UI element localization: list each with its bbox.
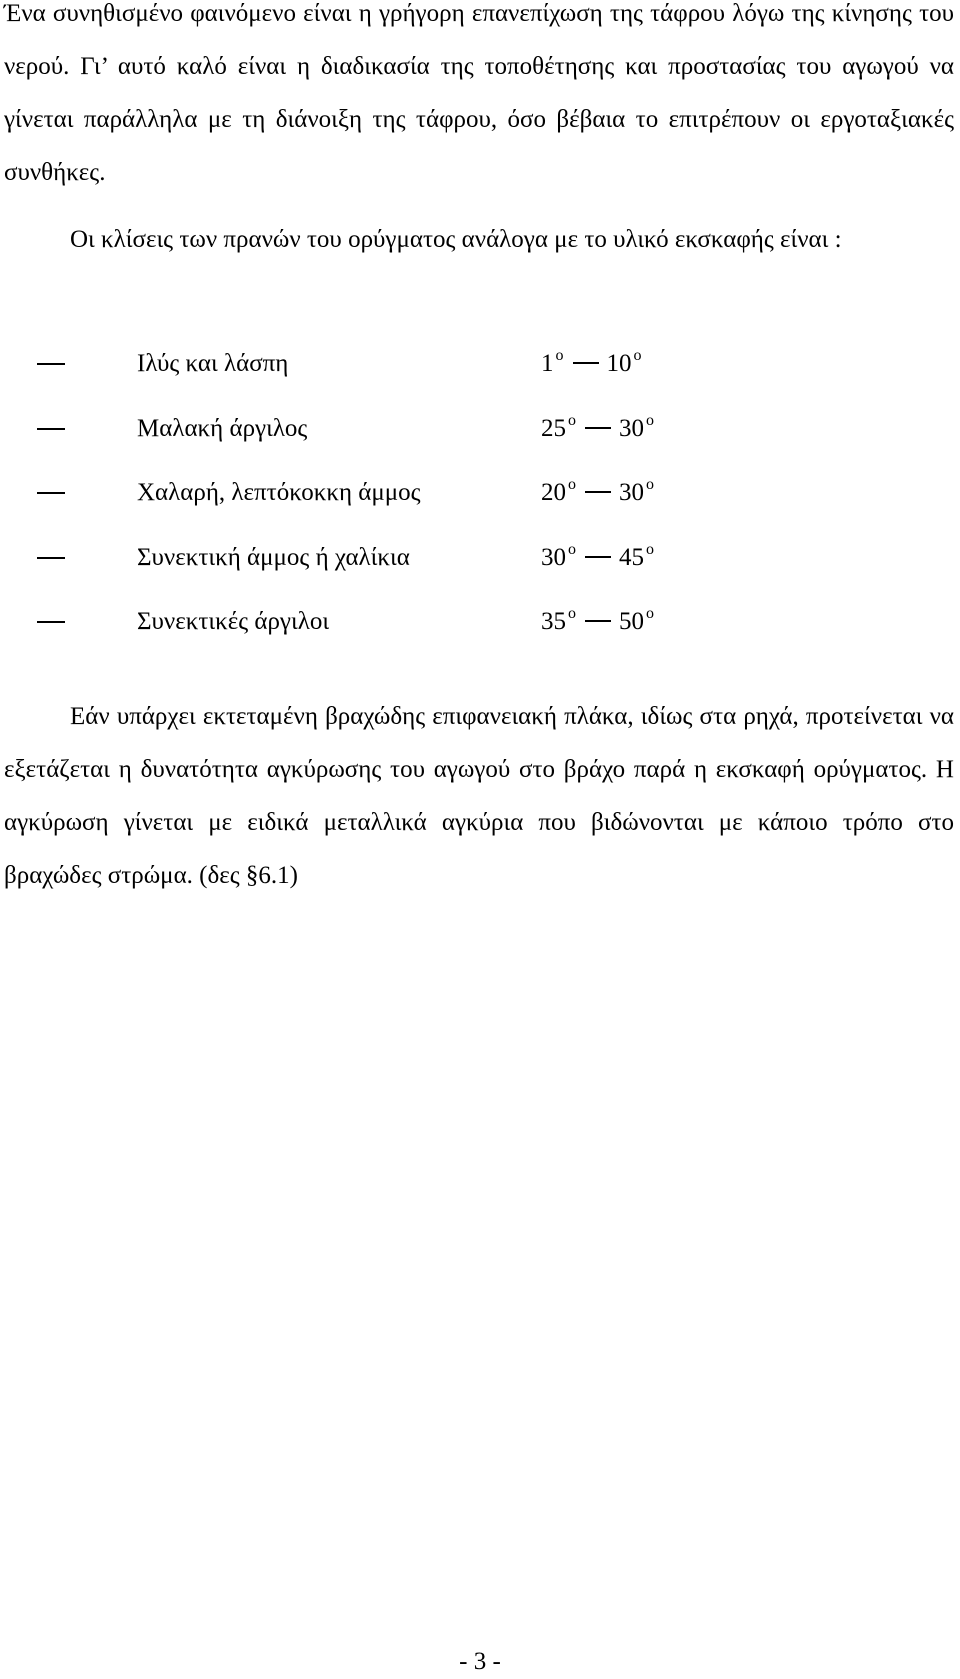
degree-mark: ο bbox=[646, 540, 654, 558]
material-label: Συνεκτική άμμος ή χαλίκια bbox=[137, 543, 410, 571]
slope-range bbox=[541, 346, 642, 385]
degree-mark: ο bbox=[646, 476, 654, 493]
slope-range bbox=[541, 540, 654, 579]
range-dash bbox=[585, 620, 611, 622]
list-item bbox=[0, 604, 960, 669]
material-label: Συνεκτικές άργιλοι bbox=[137, 608, 330, 635]
degree-mark: ο bbox=[568, 411, 576, 429]
paragraph-slope-intro: Οι κλίσεις των πρανών του ορύγματος ανάλογα με το υλικό εκσκαφής είναι : bbox=[70, 226, 842, 253]
dash-bullet bbox=[37, 492, 65, 494]
slope-max: 10 bbox=[606, 350, 632, 377]
paragraph-rock-anchoring: Εάν υπάρχει εκτεταμένη βραχώδης επιφανειακή πλάκα, ιδίως στα ρηχά, προτείνεται να εξετάζεται η δυνατότητα αγκύρωσης του αγωγού στο βράχο παρά η εκσκαφή ορύγματος. Η αγκύρωση γίνεται με ειδικά μεταλλικά αγκύρια που βιδώνονται με κάποιο τρόπο στο βραχώδες στρώμα. (δες §6.1) bbox=[4, 703, 954, 889]
degree-mark: ο bbox=[646, 411, 654, 429]
degree-mark: ο bbox=[568, 540, 576, 558]
slope-min: 30 bbox=[541, 543, 566, 571]
range-dash bbox=[573, 362, 599, 364]
slope-max: 50 bbox=[619, 608, 644, 635]
material-label: Χαλαρή, λεπτόκοκκη άμμος bbox=[137, 479, 421, 506]
paragraph-trench-backfill: Ένα συνηθισμένο φαινόμενο είναι η γρήγορη επανεπίχωση της τάφρου λόγω της κίνησης του νερού. Γι’ αυτό καλό είναι η διαδικασία της τοποθέτησης και προστασίας του αγωγού να γίνεται παράλληλα με τη διάνοιξη της τάφρου, όσο βέβαια το επιτρέπουν οι εργοταξιακές συνθήκες. bbox=[4, 0, 954, 186]
slope-range bbox=[541, 411, 654, 450]
dash-bullet bbox=[37, 363, 65, 365]
range-dash bbox=[585, 427, 611, 429]
slope-max: 30 bbox=[619, 479, 644, 506]
slope-min: 35 bbox=[541, 608, 566, 635]
range-dash bbox=[585, 556, 611, 558]
material-label: Ιλύς και λάσπη bbox=[137, 350, 289, 377]
list-item bbox=[0, 411, 960, 476]
dash-bullet bbox=[37, 557, 65, 559]
slope-min: 20 bbox=[541, 479, 566, 506]
degree-mark: ο bbox=[568, 605, 576, 622]
material-label: Μαλακή άργιλος bbox=[137, 414, 308, 442]
dash-bullet bbox=[37, 428, 65, 430]
dash-bullet bbox=[37, 621, 65, 623]
slope-range bbox=[541, 604, 654, 643]
range-dash bbox=[585, 491, 611, 493]
degree-mark: ο bbox=[646, 605, 654, 622]
degree-mark: ο bbox=[555, 347, 564, 364]
slope-list bbox=[0, 346, 960, 669]
page-number: - 3 - bbox=[459, 1648, 501, 1675]
degree-mark: ο bbox=[568, 476, 576, 493]
degree-mark: ο bbox=[633, 347, 642, 364]
slope-range bbox=[541, 475, 654, 514]
slope-min: 1 bbox=[541, 350, 554, 377]
list-item bbox=[0, 346, 960, 411]
slope-max: 45 bbox=[619, 543, 644, 571]
slope-max: 30 bbox=[619, 414, 644, 442]
list-item bbox=[0, 475, 960, 540]
list-item bbox=[0, 540, 960, 605]
slope-min: 25 bbox=[541, 414, 566, 442]
